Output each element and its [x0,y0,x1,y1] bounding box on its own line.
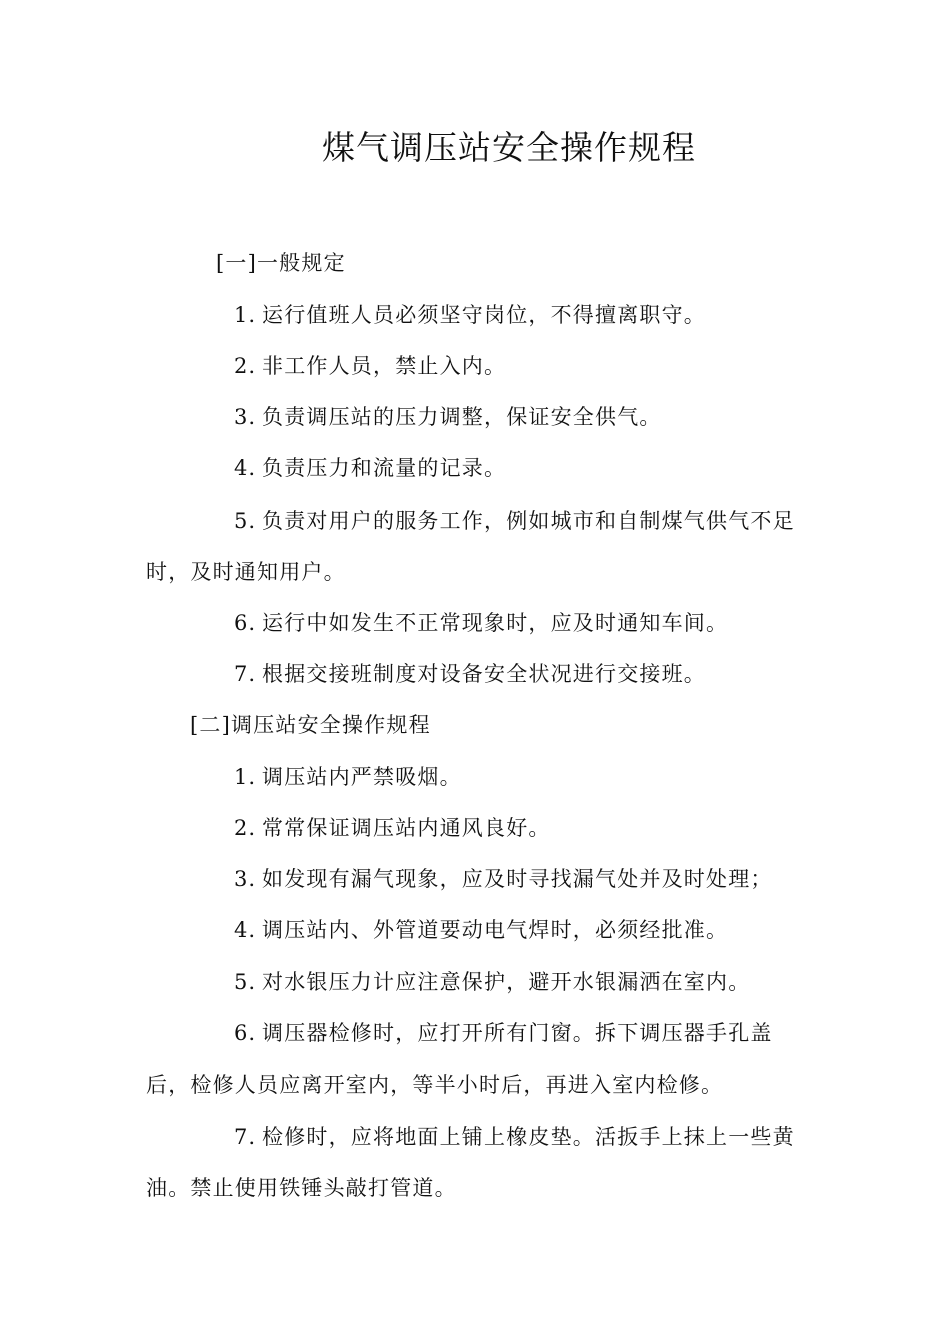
item-text: 根据交接班制度对设备安全状况进行交接班。 [262,662,706,686]
list-item [234,300,706,330]
item-number: 2． [234,354,271,378]
list-item [234,864,773,894]
item-number: 6． [234,1021,271,1045]
list-item [234,915,728,945]
list-item [234,608,728,638]
item-text: 如发现有漏气现象，应及时寻找漏气处并及时处理； [262,867,773,891]
item-text: 调压器检修时，应打开所有门窗。拆下调压器手孔盖 [262,1021,773,1045]
document-title: 煤气调压站安全操作规程 [322,128,696,167]
list-item [234,351,506,381]
item-number: 3． [234,405,271,429]
list-item [234,453,506,483]
item-number: 5． [234,509,271,533]
item-number: 1． [234,765,271,789]
item-text: 运行中如发生不正常现象时，应及时通知车间。 [262,611,729,635]
list-item-continuation: 后，检修人员应离开室内，等半小时后，再进入室内检修。 [146,1073,724,1097]
item-number: 2． [234,816,271,840]
item-text: 调压站内严禁吸烟。 [262,765,462,789]
section-heading-station: [二]调压站安全操作规程 [190,713,431,737]
list-item [234,813,551,843]
item-text: 负责压力和流量的记录。 [262,456,507,480]
item-number: 6． [234,611,271,635]
list-item [234,762,462,792]
item-text: 对水银压力计应注意保护，避开水银漏洒在室内。 [262,970,751,994]
item-text: 调压站内、外管道要动电气焊时，必须经批准。 [262,918,729,942]
item-text: 检修时，应将地面上铺上橡皮垫。活扳手上抹上一些黄 [262,1125,795,1149]
item-number: 1． [234,303,271,327]
list-item-continuation: 油。禁止使用铁锤头敲打管道。 [146,1176,457,1200]
item-number: 4． [234,918,271,942]
item-number: 7． [234,662,271,686]
item-number: 5． [234,970,271,994]
list-item [234,967,750,997]
list-item [234,1018,773,1048]
item-text: 非工作人员，禁止入内。 [262,354,507,378]
item-text: 运行值班人员必须坚守岗位，不得擅离职守。 [262,303,706,327]
item-text: 常常保证调压站内通风良好。 [262,816,551,840]
section-heading-general: [一]一般规定 [216,251,346,275]
item-number: 3． [234,867,271,891]
item-text: 负责调压站的压力调整，保证安全供气。 [262,405,662,429]
item-number: 4． [234,456,271,480]
list-item [234,506,795,536]
item-number: 7． [234,1125,271,1149]
list-item-continuation: 时，及时通知用户。 [146,560,346,584]
list-item [234,402,662,432]
item-text: 负责对用户的服务工作，例如城市和自制煤气供气不足 [262,509,795,533]
list-item [234,1122,795,1152]
list-item [234,659,706,689]
